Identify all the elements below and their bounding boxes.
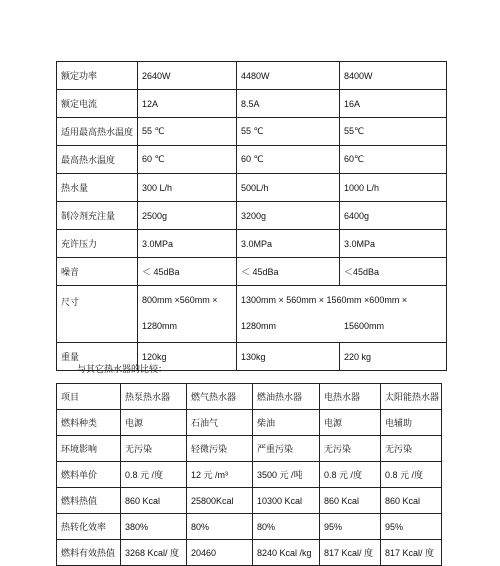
table-cell: 0.8 元 /度 bbox=[121, 462, 187, 488]
size-line: 1300mm × 560mm × 1560mm ×600mm × bbox=[241, 295, 408, 305]
column-header: 太阳能热水器 bbox=[381, 384, 442, 410]
table-cell: 60℃ bbox=[340, 146, 447, 174]
table-cell: 4480W bbox=[237, 62, 340, 90]
table-cell: 55 ℃ bbox=[138, 118, 237, 146]
row-label: 燃料热值 bbox=[57, 488, 121, 514]
table-cell: 2640W bbox=[138, 62, 237, 90]
table-cell: 8240 Kcal /kg bbox=[253, 540, 320, 566]
size-value: 15600mm bbox=[344, 321, 385, 331]
table-cell: 12 元 /m³ bbox=[187, 462, 253, 488]
table-cell: 无污染 bbox=[381, 436, 442, 462]
table-cell: 石油气 bbox=[187, 410, 253, 436]
table-cell: 860 Kcal bbox=[320, 488, 381, 514]
row-label: 额定电流 bbox=[57, 90, 138, 118]
size-cell-2 bbox=[237, 286, 447, 343]
table-cell: 220 kg bbox=[340, 343, 447, 371]
column-header: 燃气热水器 bbox=[187, 384, 253, 410]
table-cell: 无污染 bbox=[121, 436, 187, 462]
table-row bbox=[57, 62, 447, 90]
table-row bbox=[57, 230, 447, 258]
table-cell: 817 Kcal/ 度 bbox=[320, 540, 381, 566]
table-row bbox=[57, 90, 447, 118]
size-line: 1280mm bbox=[142, 321, 178, 331]
table-cell: 60 ℃ bbox=[138, 146, 237, 174]
table-cell: 95% bbox=[381, 514, 442, 540]
table-row bbox=[57, 462, 442, 488]
row-label: 额定功率 bbox=[57, 62, 138, 90]
table-cell: 8400W bbox=[340, 62, 447, 90]
table-cell: 12A bbox=[138, 90, 237, 118]
table-row bbox=[57, 258, 447, 286]
table-row bbox=[57, 146, 447, 174]
row-label: 充许压力 bbox=[57, 230, 138, 258]
table-cell: 500L/h bbox=[237, 174, 340, 202]
table-cell: 300 L/h bbox=[138, 174, 237, 202]
row-label: 适用最高热水温度 bbox=[57, 118, 138, 146]
compare-caption: 与其它热水器的比较： bbox=[77, 364, 168, 374]
row-label: 尺寸 bbox=[57, 286, 138, 343]
table-cell: 60 ℃ bbox=[237, 146, 340, 174]
table-cell: 0.8 元 /度 bbox=[320, 462, 381, 488]
table-cell: 1000 L/h bbox=[340, 174, 447, 202]
table-cell: 380% bbox=[121, 514, 187, 540]
table-cell: 3.0MPa bbox=[138, 230, 237, 258]
table-cell: 轻微污染 bbox=[187, 436, 253, 462]
table-cell: 电源 bbox=[320, 410, 381, 436]
table-cell: 电辅助 bbox=[381, 410, 442, 436]
table-cell: 电源 bbox=[121, 410, 187, 436]
table-cell: ＜ 45dBa bbox=[138, 258, 237, 286]
table-cell: 3268 Kcal/ 度 bbox=[121, 540, 187, 566]
table-cell: 严重污染 bbox=[253, 436, 320, 462]
row-label: 环境影响 bbox=[57, 436, 121, 462]
table-cell: 130kg bbox=[237, 343, 340, 371]
table-row bbox=[57, 410, 442, 436]
column-header: 电热水器 bbox=[320, 384, 381, 410]
table-cell: 2500g bbox=[138, 202, 237, 230]
table-cell: 3.0MPa bbox=[340, 230, 447, 258]
size-cell-1 bbox=[138, 286, 237, 343]
table-cell: 16A bbox=[340, 90, 447, 118]
row-label: 热转化效率 bbox=[57, 514, 121, 540]
row-label: 制冷剂充注量 bbox=[57, 202, 138, 230]
table-row bbox=[57, 436, 442, 462]
column-header: 项目 bbox=[57, 384, 121, 410]
table-row bbox=[57, 202, 447, 230]
table-cell: ＜ 45dBa bbox=[237, 258, 340, 286]
compare-table-body bbox=[57, 384, 442, 566]
table-cell: 10300 Kcal bbox=[253, 488, 320, 514]
column-header: 燃油热水器 bbox=[253, 384, 320, 410]
table-row bbox=[57, 514, 442, 540]
table-cell: 80% bbox=[187, 514, 253, 540]
table-cell: 3200g bbox=[237, 202, 340, 230]
table-row bbox=[57, 174, 447, 202]
table-cell: 95% bbox=[320, 514, 381, 540]
table-cell: 6400g bbox=[340, 202, 447, 230]
row-label: 热水量 bbox=[57, 174, 138, 202]
table-row bbox=[57, 540, 442, 566]
spec-table-body bbox=[57, 62, 447, 371]
compare-table bbox=[56, 383, 442, 566]
table-cell: 860 Kcal bbox=[381, 488, 442, 514]
table-cell: 3.0MPa bbox=[237, 230, 340, 258]
table-cell: 80% bbox=[253, 514, 320, 540]
table-cell: 817 Kcal/ 度 bbox=[381, 540, 442, 566]
table-cell: 0.8 元 /度 bbox=[381, 462, 442, 488]
table-cell: 860 Kcal bbox=[121, 488, 187, 514]
row-label: 最高热水温度 bbox=[57, 146, 138, 174]
row-label: 噪音 bbox=[57, 258, 138, 286]
table-row bbox=[57, 488, 442, 514]
table-cell: 55 ℃ bbox=[237, 118, 340, 146]
row-label: 燃料单价 bbox=[57, 462, 121, 488]
spec-table bbox=[56, 61, 447, 371]
table-row-size bbox=[57, 286, 447, 343]
size-line: 800mm ×560mm × bbox=[142, 295, 218, 305]
table-cell: 120kg bbox=[138, 343, 237, 371]
row-label: 燃料有效热值 bbox=[57, 540, 121, 566]
table-cell: 3500 元 /吨 bbox=[253, 462, 320, 488]
column-header: 热泵热水器 bbox=[121, 384, 187, 410]
row-label: 燃料种类 bbox=[57, 410, 121, 436]
table-cell: 无污染 bbox=[320, 436, 381, 462]
row-label: 重量 bbox=[57, 343, 138, 371]
table-cell: 25800Kcal bbox=[187, 488, 253, 514]
table-cell: ＜45dBa bbox=[340, 258, 447, 286]
table-cell: 55℃ bbox=[340, 118, 447, 146]
size-line bbox=[241, 321, 446, 331]
table-cell: 8.5A bbox=[237, 90, 340, 118]
table-cell: 柴油 bbox=[253, 410, 320, 436]
table-header-row bbox=[57, 384, 442, 410]
table-cell: 20460 bbox=[187, 540, 253, 566]
table-row bbox=[57, 118, 447, 146]
size-value: 1280mm bbox=[241, 321, 277, 331]
